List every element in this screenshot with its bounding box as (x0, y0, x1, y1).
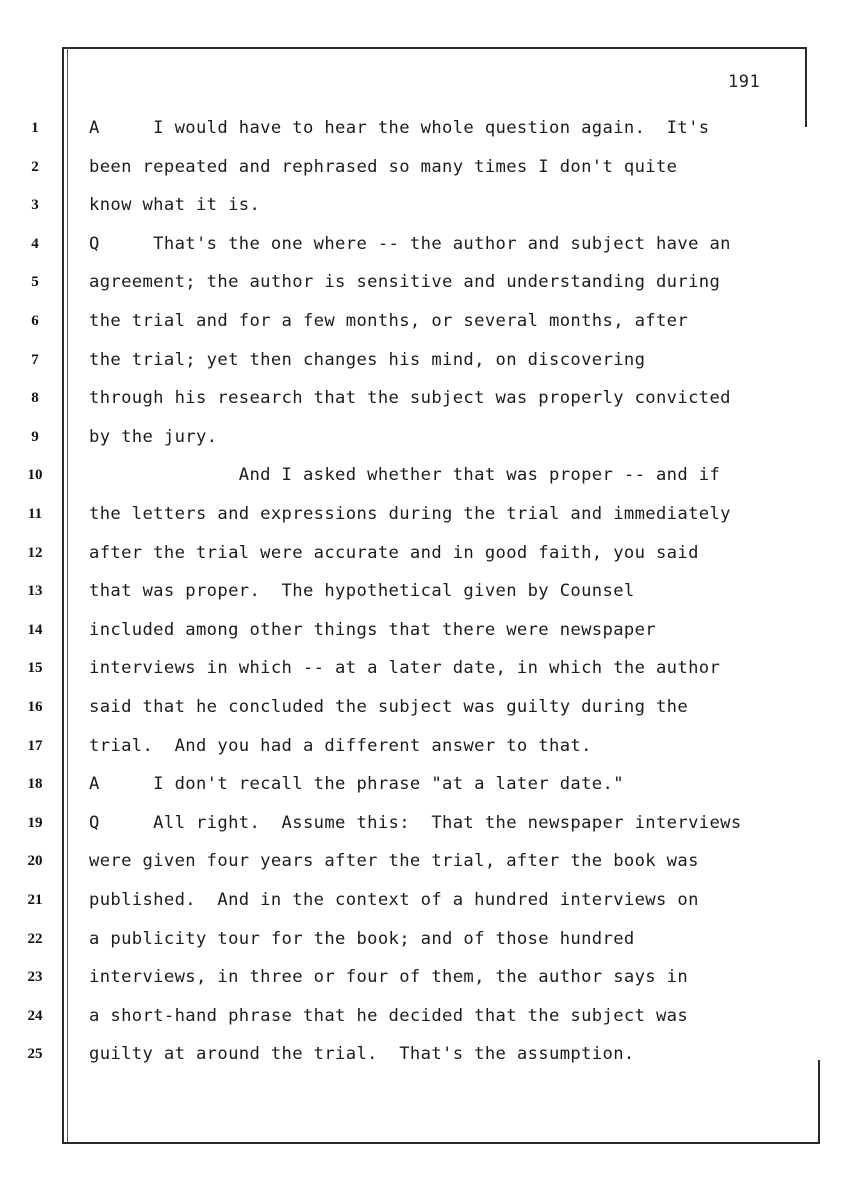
transcript-line: by the jury. (89, 426, 218, 447)
transcript-line: through his research that the subject was properly convicted (89, 388, 731, 409)
transcript-line: Q That's the one where -- the author and subject have an (89, 233, 731, 254)
transcript-line: been repeated and rephrased so many times I don't quite (89, 156, 678, 177)
line-number: 2 (31, 158, 39, 175)
frame-right-border-bottom (818, 1060, 820, 1144)
frame-bottom-border (62, 1142, 820, 1144)
line-number: 25 (27, 1046, 43, 1063)
transcript-line: interviews, in three or four of them, the author says in (89, 967, 689, 988)
line-number: 10 (27, 467, 43, 484)
transcript-line: the trial; yet then changes his mind, on discovering (89, 349, 646, 370)
frame-left-inner-border (67, 47, 68, 1144)
line-number: 8 (31, 390, 39, 407)
line-number: 14 (27, 621, 43, 638)
line-number: 4 (31, 235, 39, 252)
frame-top-border (62, 47, 807, 49)
line-number: 6 (31, 313, 39, 329)
transcript-line: And I asked whether that was proper -- and if (89, 465, 721, 486)
transcript-line: included among other things that there were newspaper (89, 619, 656, 640)
transcript-line: a publicity tour for the book; and of those hundred (89, 928, 635, 949)
frame-left-border (62, 47, 64, 1144)
transcript-line: know what it is. (89, 195, 261, 216)
line-number: 5 (31, 274, 39, 291)
line-number: 12 (27, 544, 43, 561)
transcript-line: the letters and expressions during the trial and immediately (89, 504, 731, 524)
transcript-line: the trial and for a few months, or several months, after (89, 311, 689, 331)
line-number: 3 (31, 197, 39, 214)
line-number: 9 (31, 428, 39, 445)
transcript-line: a short-hand phrase that he decided that the subject was (89, 1005, 689, 1026)
line-number: 19 (27, 814, 43, 831)
line-number: 21 (27, 892, 43, 908)
transcript-line: interviews in which -- at a later date, in which the author (89, 658, 721, 679)
page-number: 191 (728, 72, 761, 92)
transcript-line: said that he concluded the subject was guilty during the (89, 697, 689, 717)
line-number: 7 (31, 351, 39, 368)
line-number: 20 (27, 853, 43, 870)
line-number: 22 (27, 930, 43, 947)
line-number: 11 (27, 506, 43, 522)
transcript-line: A I would have to hear the whole question again. It's (89, 118, 710, 138)
transcript-line: were given four years after the trial, after the book was (89, 851, 699, 872)
transcript-line: published. And in the context of a hundred interviews on (89, 890, 699, 910)
line-number: 13 (27, 583, 43, 600)
transcript-line: after the trial were accurate and in good faith, you said (89, 542, 699, 563)
line-number: 23 (27, 969, 43, 986)
transcript-line: Q All right. Assume this: That the newspaper interviews (89, 812, 742, 833)
line-number: 16 (27, 699, 43, 715)
transcript-line: trial. And you had a different answer to that. (89, 735, 592, 756)
transcript-line: agreement; the author is sensitive and understanding during (89, 272, 721, 293)
transcript-line: that was proper. The hypothetical given by Counsel (89, 581, 635, 602)
frame-right-border-top (805, 47, 807, 127)
line-number: 18 (27, 776, 43, 793)
line-number: 24 (27, 1007, 43, 1024)
line-number: 1 (31, 120, 39, 136)
transcript-line: guilty at around the trial. That's the assumption. (89, 1044, 635, 1065)
line-number: 17 (27, 737, 43, 754)
line-number: 15 (27, 660, 43, 677)
transcript-line: A I don't recall the phrase "at a later date." (89, 774, 624, 795)
